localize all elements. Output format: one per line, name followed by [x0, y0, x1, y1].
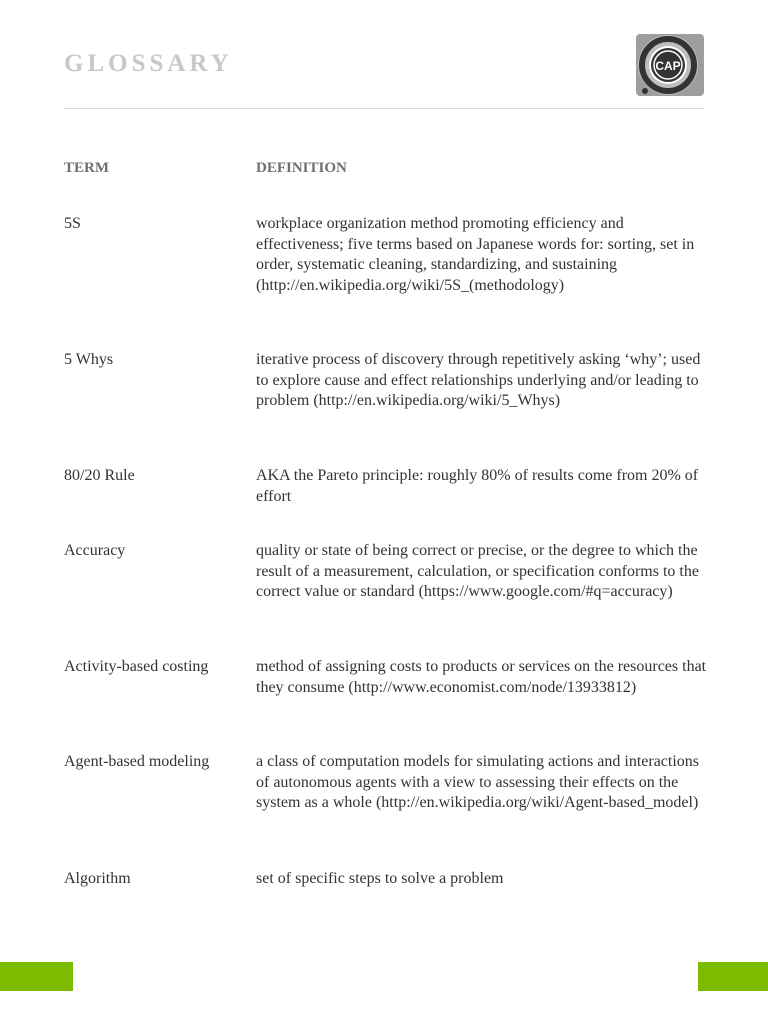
glossary-definition: a class of computation models for simulating actions and interactions of autonomous agents with a view to assessing their effects on the system as a whole (http://en.wikipedia.org/wiki/Agent-based_model)	[256, 753, 700, 812]
column-header-term: TERM	[64, 160, 109, 176]
glossary-definition: set of specific steps to solve a problem	[256, 870, 504, 887]
column-header-definition: DEFINITION	[256, 160, 347, 176]
glossary-term: Algorithm	[64, 870, 131, 887]
glossary-definition: workplace organization method promoting efficiency and effectiveness; five terms based on Japanese words for: sorting, set in order, systematic cleaning, standardizing, and sustaining (http://en.wikipedia.org/wiki/5S_(methodology)	[256, 215, 695, 295]
page-title: GLOSSARY	[64, 50, 233, 77]
glossary-definition: method of assigning costs to products or services on the resources that they consume (http://www.economist.com/node/13933812)	[256, 658, 707, 696]
glossary-term: Accuracy	[64, 542, 126, 559]
glossary-term: 80/20 Rule	[64, 467, 135, 484]
logo-text: CAP	[655, 59, 681, 73]
cap-logo	[636, 34, 704, 96]
footer-accent-right	[698, 962, 768, 991]
glossary-definition: iterative process of discovery through repetitively asking ‘why’; used to explore cause and effect relationships underlying and/or leading to problem (http://en.wikipedia.org/wiki/5_Whys)	[256, 351, 701, 410]
glossary-definition: AKA the Pareto principle: roughly 80% of results come from 20% of effort	[256, 467, 699, 505]
header-divider	[64, 108, 704, 109]
glossary-term: Activity-based costing	[64, 658, 209, 675]
glossary-definition: quality or state of being correct or precise, or the degree to which the result of a measurement, calculation, or specification conforms to the correct value or standard (https://www.google.com/#q=accuracy)	[256, 542, 699, 601]
glossary-term: 5S	[64, 215, 81, 232]
glossary-term: 5 Whys	[64, 351, 114, 368]
footer-accent-left	[0, 962, 73, 991]
glossary-term: Agent-based modeling	[64, 753, 210, 770]
